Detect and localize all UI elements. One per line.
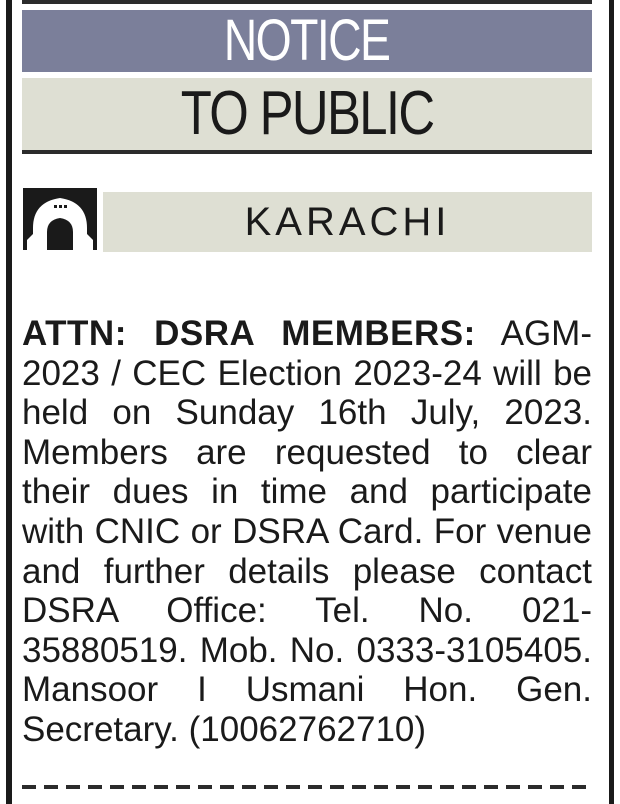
notice-body — [22, 314, 592, 750]
notice-subtitle: TO PUBLIC — [180, 79, 434, 148]
page-border-left — [6, 0, 12, 804]
notice-lead: ATTN: DSRA MEMBERS: — [22, 314, 476, 353]
top-rule — [22, 0, 592, 4]
notice-title: NOTICE — [224, 8, 390, 73]
header-divider — [22, 150, 592, 154]
mazar-e-quaid-icon — [23, 188, 97, 250]
page-border-right — [609, 0, 614, 804]
notice-header-band — [22, 10, 592, 72]
city-band — [103, 192, 592, 252]
notice-text: AGM-2023 / CEC Election 2023-24 will be held on Sunday 16th July, 2023. Members are requested to clear their dues in time and participate with CNIC or DSRA Card. For venue and further details please contact DSRA Office: Tel. No. 021-35880519. Mob. No. 0333-3105405. Mansoor I Usmani Hon. Gen. Secretary. (10062762710) — [22, 314, 592, 749]
city-name: KARACHI — [244, 200, 451, 244]
dashed-separator — [22, 785, 592, 789]
to-public-band — [22, 78, 592, 150]
